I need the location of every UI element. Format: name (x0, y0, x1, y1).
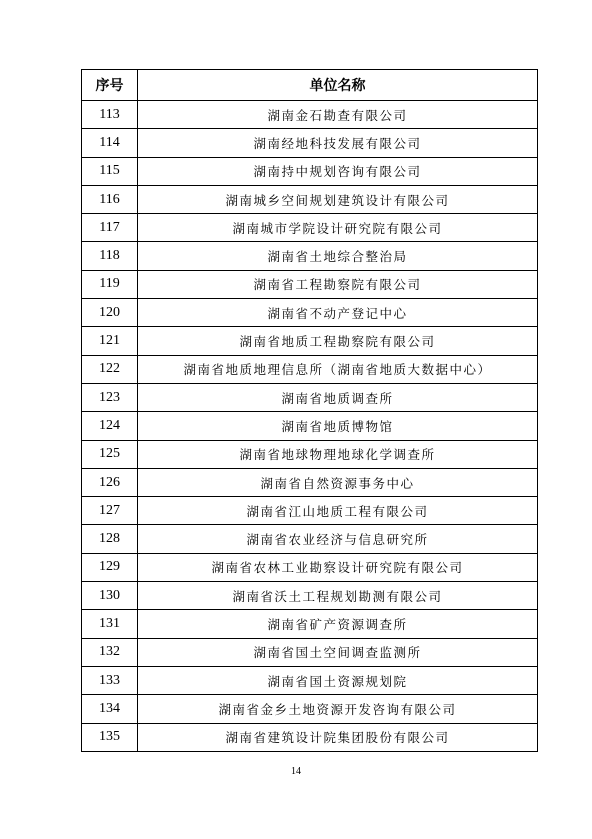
row-index: 131 (82, 610, 138, 638)
table-row (82, 468, 538, 496)
row-index: 127 (82, 497, 138, 525)
table-row (82, 412, 538, 440)
row-index: 120 (82, 299, 138, 327)
row-unit-name: 湖南经地科技发展有限公司 (138, 129, 538, 157)
row-unit-name: 湖南省地质工程勘察院有限公司 (138, 327, 538, 355)
row-unit-name: 湖南省江山地质工程有限公司 (138, 497, 538, 525)
row-index: 114 (82, 129, 138, 157)
row-unit-name: 湖南省农业经济与信息研究所 (138, 525, 538, 553)
row-unit-name: 湖南省金乡土地资源开发咨询有限公司 (138, 695, 538, 723)
row-index: 125 (82, 440, 138, 468)
table-row (82, 299, 538, 327)
table-row (82, 525, 538, 553)
table-row (82, 440, 538, 468)
row-index: 118 (82, 242, 138, 270)
row-index: 122 (82, 355, 138, 383)
row-unit-name: 湖南省国土空间调查监测所 (138, 638, 538, 666)
table-body (82, 101, 538, 752)
row-unit-name: 湖南省矿产资源调查所 (138, 610, 538, 638)
row-index: 133 (82, 666, 138, 694)
row-unit-name: 湖南省农林工业勘察设计研究院有限公司 (138, 553, 538, 581)
row-unit-name: 湖南省建筑设计院集团股份有限公司 (138, 723, 538, 751)
row-unit-name: 湖南省地球物理地球化学调查所 (138, 440, 538, 468)
row-index: 132 (82, 638, 138, 666)
row-index: 128 (82, 525, 138, 553)
row-unit-name: 湖南省不动产登记中心 (138, 299, 538, 327)
row-unit-name: 湖南省沃土工程规划勘测有限公司 (138, 582, 538, 610)
table-row (82, 695, 538, 723)
table-row (82, 101, 538, 129)
row-unit-name: 湖南省自然资源事务中心 (138, 468, 538, 496)
table-row (82, 242, 538, 270)
table-row (82, 553, 538, 581)
row-index: 124 (82, 412, 138, 440)
table-row (82, 157, 538, 185)
row-index: 116 (82, 185, 138, 213)
row-index: 115 (82, 157, 138, 185)
table-row (82, 355, 538, 383)
table-row (82, 582, 538, 610)
table-row (82, 327, 538, 355)
row-index: 117 (82, 214, 138, 242)
row-index: 121 (82, 327, 138, 355)
table-row (82, 214, 538, 242)
row-unit-name: 湖南省土地综合整治局 (138, 242, 538, 270)
table-row (82, 638, 538, 666)
table-row (82, 723, 538, 751)
header-unit-name: 单位名称 (138, 70, 538, 101)
row-index: 126 (82, 468, 138, 496)
row-unit-name: 湖南省工程勘察院有限公司 (138, 270, 538, 298)
row-index: 123 (82, 383, 138, 411)
row-index: 119 (82, 270, 138, 298)
table-row (82, 185, 538, 213)
row-unit-name: 湖南省国土资源规划院 (138, 666, 538, 694)
table-row (82, 383, 538, 411)
table-header-row (82, 70, 538, 101)
row-index: 135 (82, 723, 138, 751)
row-unit-name: 湖南金石勘查有限公司 (138, 101, 538, 129)
page-number: 14 (291, 766, 301, 777)
row-index: 134 (82, 695, 138, 723)
table-row (82, 610, 538, 638)
unit-list-table (81, 69, 538, 752)
row-index: 129 (82, 553, 138, 581)
row-unit-name: 湖南城市学院设计研究院有限公司 (138, 214, 538, 242)
row-unit-name: 湖南省地质调查所 (138, 383, 538, 411)
header-index: 序号 (82, 70, 138, 101)
table-row (82, 666, 538, 694)
row-index: 130 (82, 582, 138, 610)
table-row (82, 497, 538, 525)
row-unit-name: 湖南持中规划咨询有限公司 (138, 157, 538, 185)
row-unit-name: 湖南省地质地理信息所（湖南省地质大数据中心） (138, 355, 538, 383)
table-row (82, 129, 538, 157)
row-unit-name: 湖南省地质博物馆 (138, 412, 538, 440)
row-unit-name: 湖南城乡空间规划建筑设计有限公司 (138, 185, 538, 213)
row-index: 113 (82, 101, 138, 129)
table-row (82, 270, 538, 298)
